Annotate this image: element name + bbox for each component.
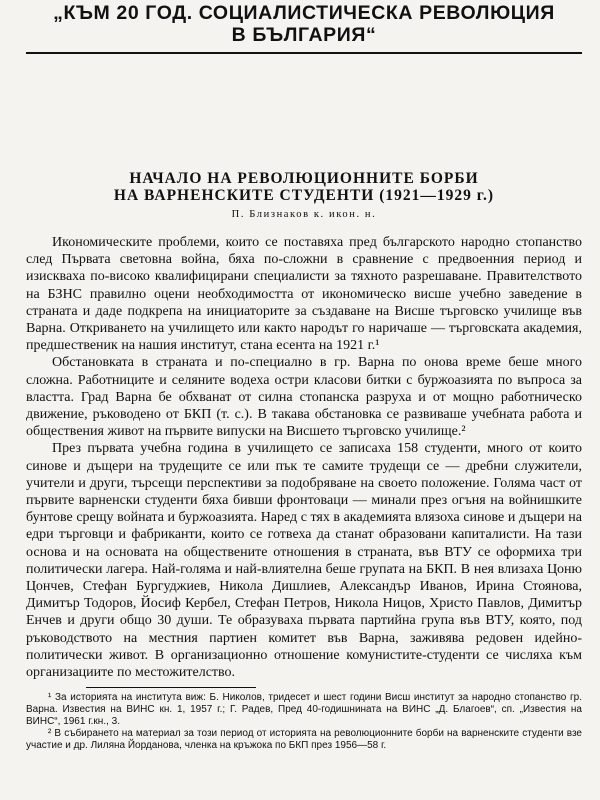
article-title-line-1: НАЧАЛО НА РЕВОЛЮЦИОННИТЕ БОРБИ [129,170,479,187]
article-title-line-2: НА ВАРНЕНСКИТЕ СТУДЕНТИ (1921—1929 г.) [113,187,495,204]
footnote-1: ¹ За историята на института виж: Б. Николов, тридесет и шест години Висш институт за народно стопанство гр. Варна. Известия на ВИНС кн. 1, 1957 г.; Г. Радев, Пред 40-годишнината на ВИНС „Д. Благоев“, сп. „Известия на ВИНС“, 1961 г.кн., 3. [26,692,582,728]
footnote-2: ² В събирането на материал за този период от историята на революционните борби на варненските студенти взе участие и др. Лиляна Йорданова, членка на кръжока по БКП през 1956—58 г. [26,728,582,752]
header-title-line-1: „КЪМ 20 ГОД. СОЦИАЛИСТИЧЕСКА РЕВОЛЮЦИЯ [53,2,555,24]
article-body [26,234,582,681]
body-paragraph-1: Икономическите проблеми, които се поставяха пред българското народно стопанство след Първата световна война, бяха по-сложни в сравнение с предвоенния период и изискваха по-високо квалифицирани специалисти за тяхното разрешаване. Правителството на БЗНС правилно оцени необходимостта от икономическо висше учебно заведение в страната и даде подкрепа на инициаторите за създаване на Висше търговско училище във Варна. Откриването на училището или както народът го наричаше — търговската академия, предшественик на нашия институт, стана есента на 1921 г.¹ [26,235,582,354]
body-paragraph-3: През първата учебна година в училището се записаха 158 студенти, много от които синове и дъщери на трудещите се или пък те самите трудещи се — дребни служители, учители и други, търсещи перспективи за подобряване на своето положение. Голяма част от първите варненски студенти бяха бивши фронтоваци — минали през огъня на войнишките бунтове срещу войната и буржоазията. Наред с тях в академията влязоха синове и дъщери на едри търговци и фабриканти, които се готвеха да станат образовани капиталисти. На тази основа и на основата на обществените отношения в страната, във ВТУ се оформиха три политически лагера. Най-голяма и най-влиятелна беше групата на БКП. В нея влизаха Цоню Цончев, Стефан Бургуджиев, Никола Дишлиев, Александър Иванов, Ирина Стоянова, Димитър Тодоров, Йосиф Кербел, Стефан Петров, Никола Ницов, Христо Павлов, Димитър Енчев и други общо 30 души. Те образуваха първата партийна група във ВТУ, която, под ръководството на местния партиен комитет във Варна, заживява редовен идейно-политически живот. В организационно отношение комунистите-студенти се числяха към организациите по местожителство. [26,441,582,681]
body-paragraph-2: Обстановката в страната и по-специално в гр. Варна по онова време беше много сложна. Работниците и селяните водеха остри класови битки с буржоазията по въпроса за властта. Град Варна бе обхванат от силна стопанска разруха и от мощно работническо движение, ръководено от БКП (т. с.). В такава обстановка се развиваше учебната работа и обществения живот на първите випуски на Висшето търговско училище.² [26,355,582,440]
header-title-line-2: В БЪЛГАРИЯ“ [231,24,377,46]
header-rule [26,52,582,54]
header-title [26,0,582,46]
footnote-rule [86,687,256,688]
article-title [26,170,582,204]
article-author: П. Близнаков к. икон. н. [231,209,377,220]
footnotes [26,692,582,752]
